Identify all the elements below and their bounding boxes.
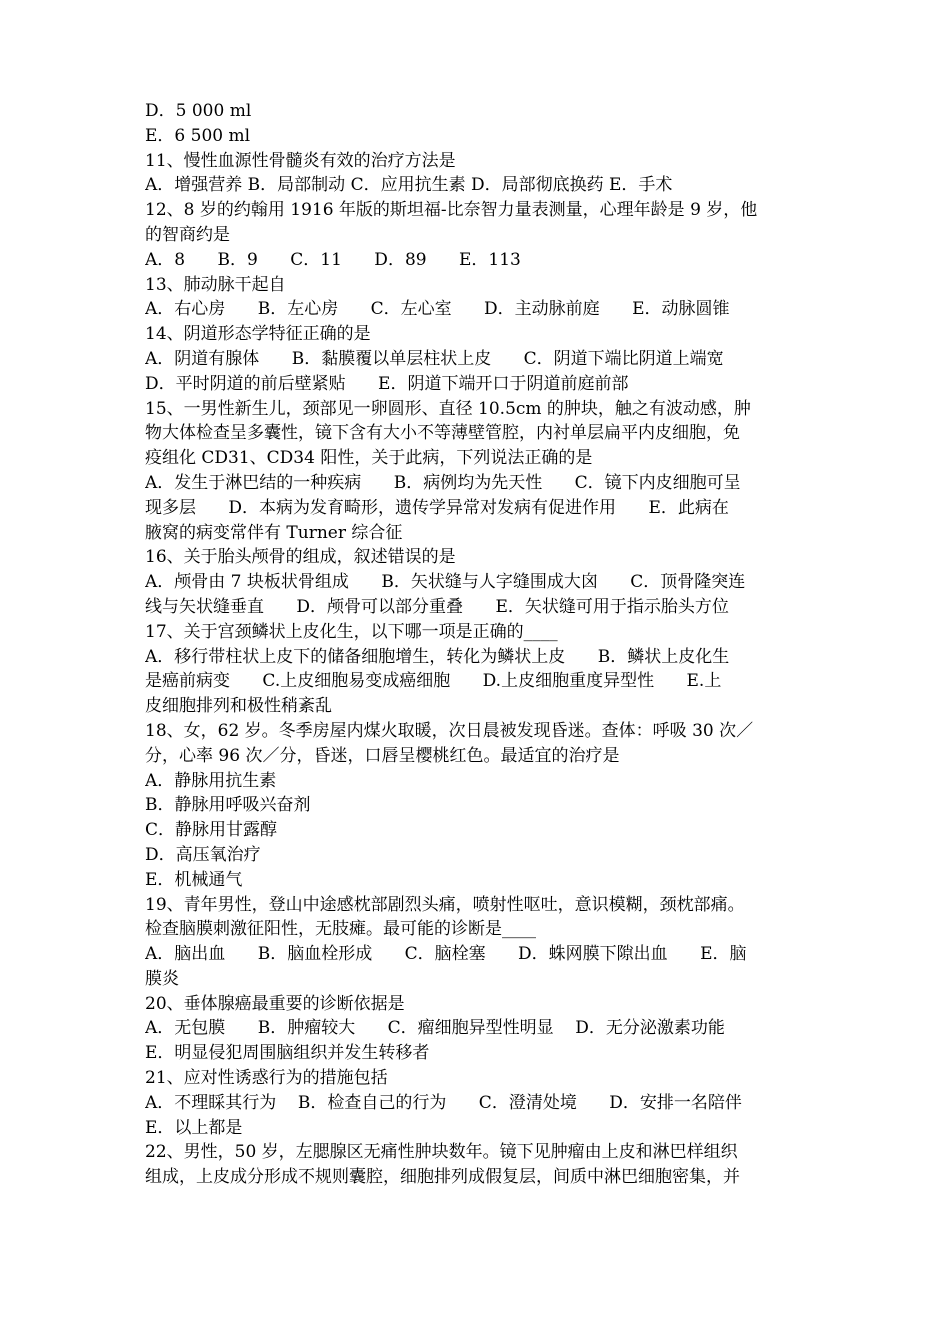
text-line: 21、应对性诱惑行为的措施包括 [145, 1068, 388, 1089]
text-line: B．静脉用呼吸兴奋剂 [145, 795, 311, 816]
text-line: 12、8 岁的约翰用 1916 年版的斯坦福-比奈智力量表测量，心理年龄是 9 岁，他 [145, 200, 758, 221]
text-line: 的智商约是 [145, 224, 230, 245]
text-line: 13、肺动脉干起自 [145, 274, 286, 295]
text-line: A．脑出血 B．脑血栓形成 C．脑栓塞 D．蛛网膜下隙出血 E．脑 [145, 944, 747, 965]
text-line: A．无包膜 B．肿瘤较大 C．瘤细胞异型性明显 D．无分泌激素功能 [145, 1018, 725, 1039]
text-line: 疫组化 CD31、CD34 阳性，关于此病，下列说法正确的是 [145, 448, 593, 469]
text-line: 17、关于宫颈鳞状上皮化生，以下哪一项是正确的____ [145, 621, 558, 642]
text-line: D．平时阴道的前后壁紧贴 E．阴道下端开口于阴道前庭前部 [145, 373, 629, 394]
text-line: E．6 500 ml [145, 125, 251, 146]
document-page [145, 99, 810, 1190]
text-line: 检查脑膜刺激征阳性，无肢瘫。最可能的诊断是____ [145, 919, 536, 940]
text-line: 是癌前病变 C.上皮细胞易变成癌细胞 D.上皮细胞重度异型性 E.上 [145, 671, 722, 692]
text-line: A．颅骨由 7 块板状骨组成 B．矢状缝与人字缝围成大囟 C．顶骨隆突连 [145, 572, 746, 593]
text-line: 16、关于胎头颅骨的组成，叙述错误的是 [145, 547, 456, 568]
text-line: A．8 B．9 C．11 D．89 E．113 [145, 249, 521, 270]
text-line: A．发生于淋巴结的一种疾病 B．病例均为先天性 C．镜下内皮细胞可呈 [145, 472, 741, 493]
text-line: 物大体检查呈多囊性，镜下含有大小不等薄壁管腔，内衬单层扁平内皮细胞，免 [145, 423, 740, 444]
text-line: 膜炎 [145, 968, 179, 989]
text-line: 11、慢性血源性骨髓炎有效的治疗方法是 [145, 150, 456, 171]
text-line: E．以上都是 [145, 1117, 243, 1138]
text-line: 20、垂体腺癌最重要的诊断依据是 [145, 993, 405, 1014]
text-line: 线与矢状缝垂直 D．颅骨可以部分重叠 E．矢状缝可用于指示胎头方位 [145, 596, 729, 617]
text-line: D．高压氧治疗 [145, 844, 261, 865]
text-line: A．移行带柱状上皮下的储备细胞增生，转化为鳞状上皮 B．鳞状上皮化生 [145, 646, 730, 667]
text-line: A．不理睬其行为 B．检查自己的行为 C．澄清处境 D．安排一名陪伴 [145, 1092, 742, 1113]
text-line: 分，心率 96 次／分，昏迷，口唇呈樱桃红色。最适宜的治疗是 [145, 745, 620, 766]
text-line: 现多层 D．本病为发育畸形，遗传学异常对发病有促进作用 E．此病在 [145, 497, 729, 518]
text-line: A．右心房 B．左心房 C．左心室 D．主动脉前庭 E．动脉圆锥 [145, 299, 730, 320]
text-line: 15、一男性新生儿，颈部见一卵圆形、直径 10.5cm 的肿块，触之有波动感，肿 [145, 398, 751, 419]
text-line: 19、青年男性，登山中途感枕部剧烈头痛，喷射性呕吐，意识模糊，颈枕部痛。 [145, 894, 745, 915]
text-line: A．静脉用抗生素 [145, 770, 277, 791]
text-line: A．阴道有腺体 B．黏膜覆以单层柱状上皮 C．阴道下端比阴道上端宽 [145, 348, 724, 369]
text-line: 14、阴道形态学特征正确的是 [145, 324, 371, 345]
text-line: 18、女，62 岁。冬季房屋内煤火取暖，次日晨被发现昏迷。查体：呼吸 30 次／ [145, 720, 754, 741]
text-line: 腋窝的病变常伴有 Turner 综合征 [145, 522, 403, 543]
text-line: C．静脉用甘露醇 [145, 820, 278, 841]
text-line: 组成，上皮成分形成不规则囊腔，细胞排列成假复层，间质中淋巴细胞密集，并 [145, 1167, 740, 1188]
text-line: E．明显侵犯周围脑组织并发生转移者 [145, 1043, 430, 1064]
text-line: A．增强营养 B．局部制动 C．应用抗生素 D．局部彻底换药 E．手术 [145, 175, 673, 196]
text-line: 22、男性，50 岁，左腮腺区无痛性肿块数年。镜下见肿瘤由上皮和淋巴样组织 [145, 1142, 738, 1163]
text-line: D．5 000 ml [145, 101, 252, 121]
text-line: E．机械通气 [145, 869, 243, 890]
text-line: 皮细胞排列和极性稍紊乱 [145, 696, 332, 717]
